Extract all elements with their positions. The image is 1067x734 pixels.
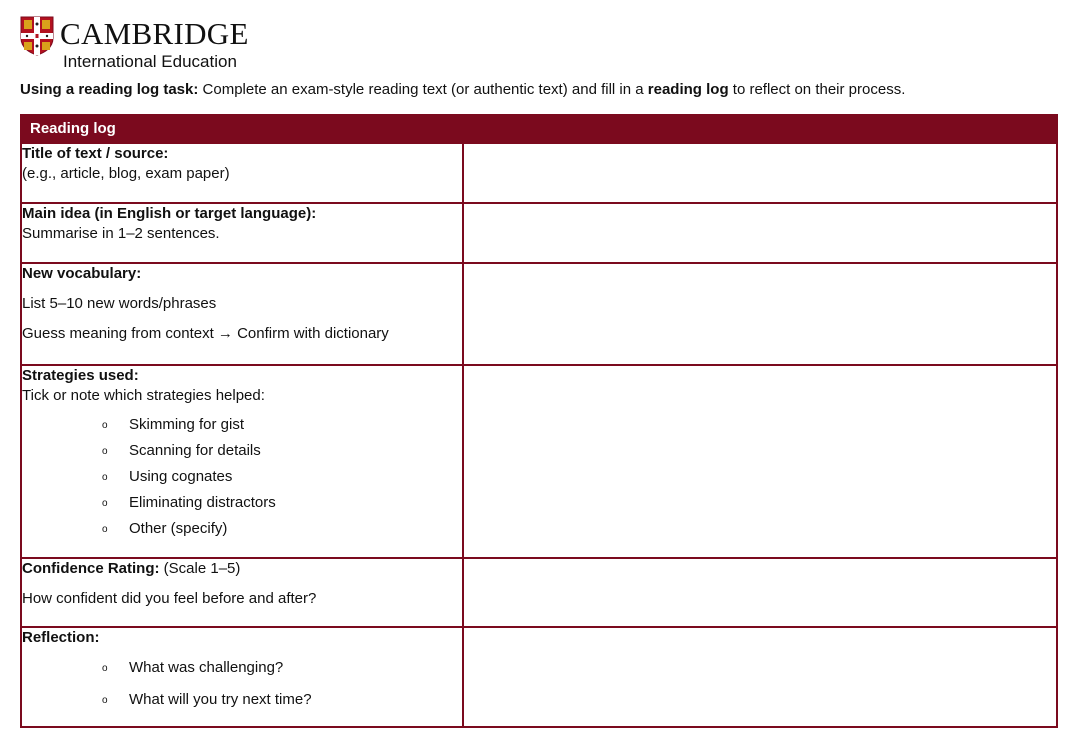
strategy-list	[22, 412, 462, 542]
row-label: Reflection:	[22, 629, 100, 646]
cambridge-crest-icon	[20, 16, 54, 56]
circle-bullet-icon: o	[102, 524, 108, 535]
logo-wordmark: CAMBRIDGE	[60, 16, 249, 51]
reflection-item	[102, 652, 462, 684]
row-label-cell	[21, 203, 463, 263]
strategy-item[interactable]	[102, 412, 462, 438]
answer-cell-title-source[interactable]	[463, 143, 1057, 203]
row-label: Title of text / source:	[22, 145, 169, 162]
reflection-prompt: What will you try next time?	[129, 691, 312, 708]
strategy-item[interactable]	[102, 438, 462, 464]
row-label-cell	[21, 558, 463, 627]
circle-bullet-icon: o	[102, 663, 108, 674]
circle-bullet-icon: o	[102, 420, 108, 431]
strategy-item[interactable]	[102, 516, 462, 542]
answer-cell-new-vocabulary[interactable]	[463, 263, 1057, 365]
strategy-label: Eliminating distractors	[129, 494, 276, 511]
row-label-suffix: (Scale 1–5)	[159, 560, 241, 577]
row-hint: List 5–10 new words/phrases	[22, 295, 217, 312]
task-bold-reading-log: reading log	[647, 81, 729, 98]
row-label: Main idea (in English or target language):	[22, 205, 317, 222]
row-reflection	[21, 627, 1057, 727]
strategy-label: Skimming for gist	[129, 416, 245, 433]
row-hint: Guess meaning from context → Confirm with dictionary	[22, 325, 389, 342]
table-header: Reading log	[21, 115, 1057, 143]
reading-log-table	[20, 114, 1058, 728]
row-label: Strategies used:	[22, 367, 139, 384]
row-label-line	[22, 559, 462, 579]
row-hint: Tick or note which strategies helped:	[22, 387, 265, 404]
row-hint: (e.g., article, blog, exam paper)	[22, 165, 230, 182]
strategy-label: Scanning for details	[129, 442, 261, 459]
row-new-vocabulary	[21, 263, 1057, 365]
row-label-cell	[21, 627, 463, 727]
circle-bullet-icon: o	[102, 695, 108, 706]
table-header-row	[21, 115, 1057, 143]
task-text-2: to reflect on their process.	[728, 81, 906, 98]
circle-bullet-icon: o	[102, 472, 108, 483]
cambridge-logo	[20, 14, 260, 72]
row-strategies-used	[21, 365, 1057, 558]
task-text-1: Complete an exam-style reading text (or authentic text) and fill in a	[198, 81, 648, 98]
row-label-cell	[21, 263, 463, 365]
strategy-label: Using cognates	[129, 468, 233, 485]
answer-cell-confidence-rating[interactable]	[463, 558, 1057, 627]
logo-subtitle: International Education	[63, 52, 237, 71]
task-lead: Using a reading log task:	[20, 81, 199, 98]
reflection-item	[102, 684, 462, 716]
row-label-cell	[21, 143, 463, 203]
circle-bullet-icon: o	[102, 446, 108, 457]
strategy-label: Other (specify)	[129, 520, 228, 537]
row-label: New vocabulary:	[22, 265, 142, 282]
answer-cell-main-idea[interactable]	[463, 203, 1057, 263]
row-label: Confidence Rating:	[22, 560, 160, 577]
reflection-list	[22, 652, 462, 716]
answer-cell-reflection[interactable]	[463, 627, 1057, 727]
row-title-source	[21, 143, 1057, 203]
row-hint: Summarise in 1–2 sentences.	[22, 225, 220, 242]
row-main-idea	[21, 203, 1057, 263]
row-hint: How confident did you feel before and after?	[22, 590, 317, 607]
row-confidence-rating	[21, 558, 1057, 627]
strategy-item[interactable]	[102, 490, 462, 516]
reflection-prompt: What was challenging?	[129, 659, 284, 676]
strategy-item[interactable]	[102, 464, 462, 490]
answer-cell-strategies-used[interactable]	[463, 365, 1057, 558]
circle-bullet-icon: o	[102, 498, 108, 509]
row-label-cell	[21, 365, 463, 558]
task-instructions	[20, 81, 905, 98]
